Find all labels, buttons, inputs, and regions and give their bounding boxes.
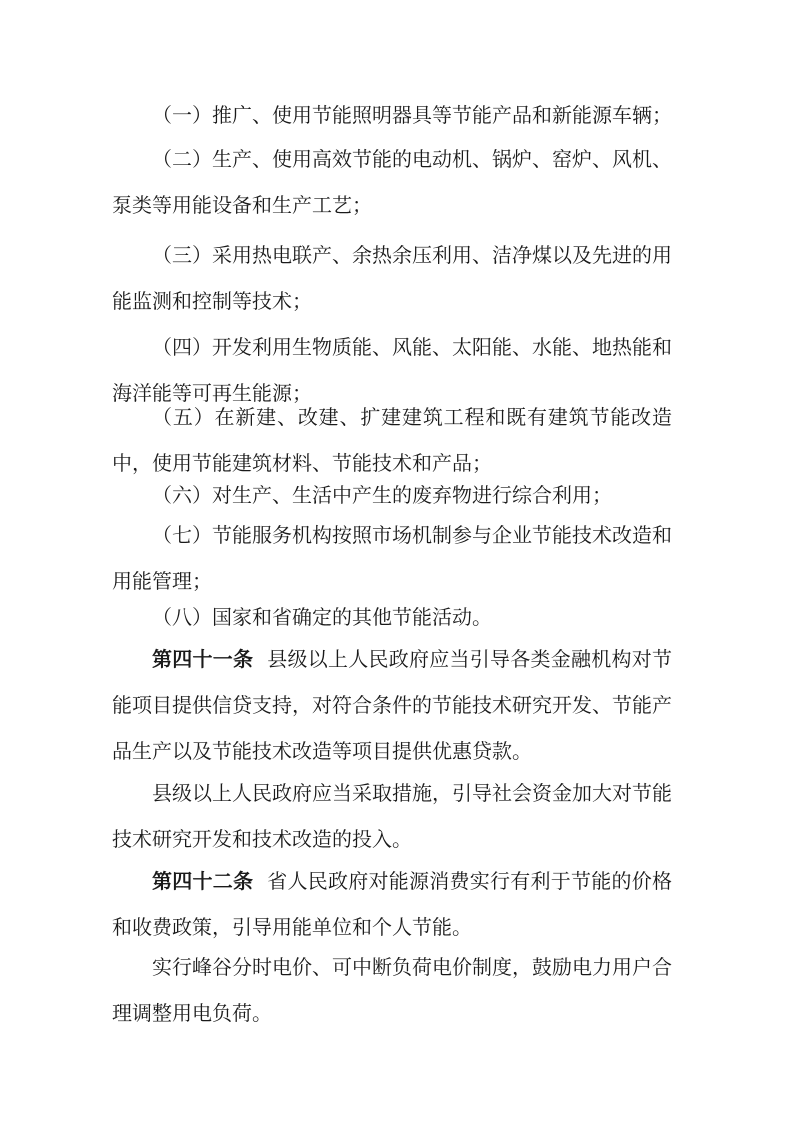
article-number: 第四十一条: [152, 647, 254, 671]
paragraph-item-7: [112, 512, 672, 604]
paragraph-item-2: [112, 136, 672, 228]
paragraph-text: （三）采用热电联产、余热余压利用、洁净煤以及先进的用能监测和控制等技术；: [112, 243, 672, 313]
paragraph-item-1: [112, 92, 672, 138]
paragraph-financing: [112, 770, 672, 862]
paragraph-item-3: [112, 232, 672, 324]
paragraph-item-8: [112, 594, 672, 640]
paragraph-text: （二）生产、使用高效节能的电动机、锅炉、窑炉、风机、泵类等用能设备和生产工艺；: [112, 147, 672, 217]
paragraph-text: （八）国家和省确定的其他节能活动。: [152, 605, 492, 629]
paragraph-text: （六）对生产、生活中产生的废弃物进行综合利用；: [152, 483, 612, 507]
article-41: [112, 636, 672, 774]
article-number: 第四十二条: [152, 869, 254, 893]
paragraph-peak-valley: [112, 944, 672, 1036]
paragraph-text: （一）推广、使用节能照明器具等节能产品和新能源车辆；: [152, 103, 672, 127]
paragraph-text: （七）节能服务机构按照市场机制参与企业节能技术改造和用能管理；: [112, 523, 672, 593]
paragraph-text: 实行峰谷分时电价、可中断负荷电价制度，鼓励电力用户合理调整用电负荷。: [112, 955, 672, 1025]
paragraph-text: （五）在新建、改建、扩建建筑工程和既有建筑节能改造中，使用节能建筑材料、节能技术和产品；: [112, 405, 672, 475]
article-text: 省人民政府对能源消费实行有利于节能的价格和收费政策，引导用能单位和个人节能。: [112, 869, 672, 939]
paragraph-text: （四）开发利用生物质能、风能、太阳能、水能、地热能和海洋能等可再生能源；: [112, 335, 672, 405]
article-text: 县级以上人民政府应当引导各类金融机构对节能项目提供信贷支持，对符合条件的节能技术研究开发、节能产品生产以及节能技术改造等项目提供优惠贷款。: [112, 647, 672, 763]
article-42: [112, 858, 672, 950]
paragraph-text: 县级以上人民政府应当采取措施，引导社会资金加大对节能技术研究开发和技术改造的投入。: [112, 781, 672, 851]
